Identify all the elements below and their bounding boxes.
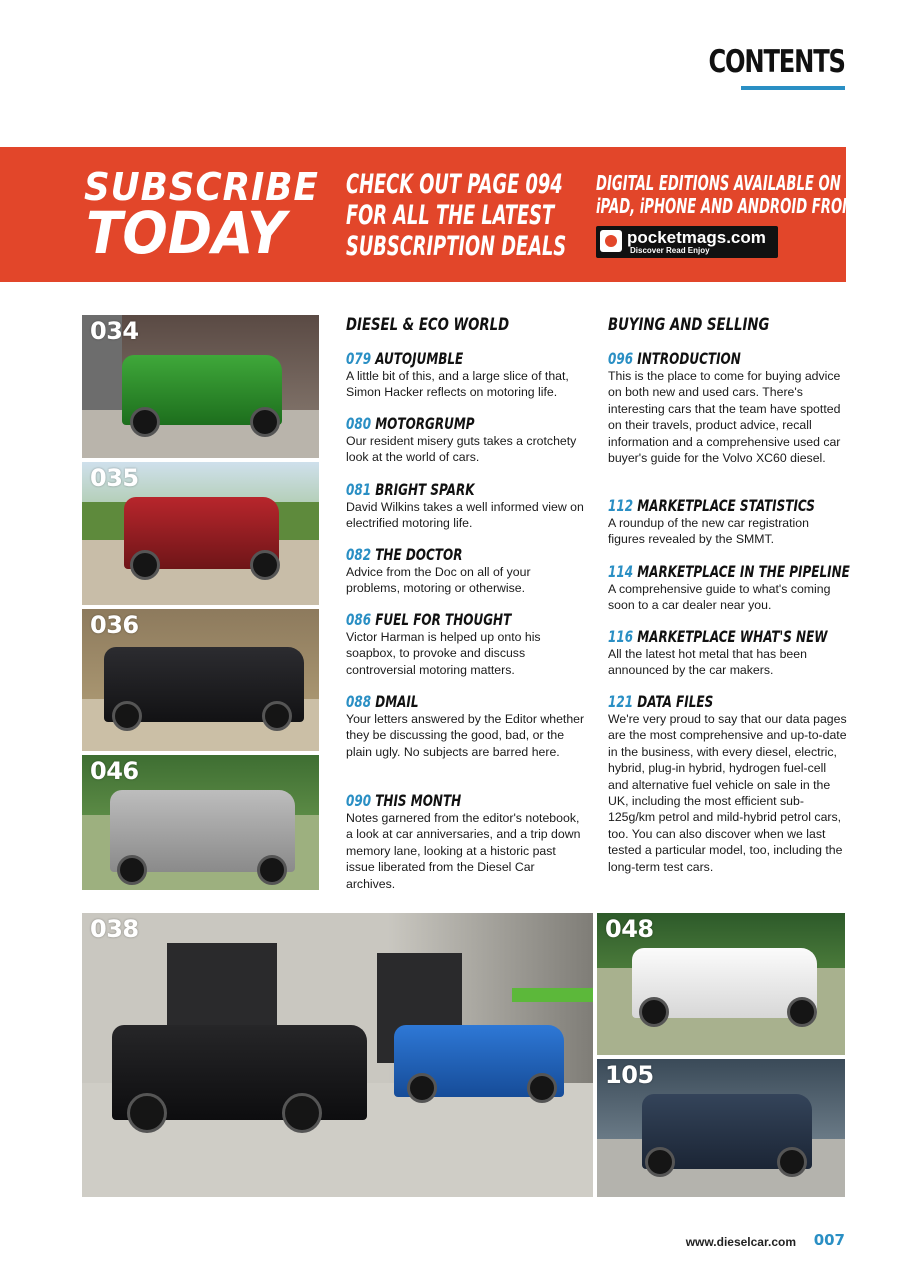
photo-blue-suv (597, 1059, 845, 1197)
page-number: 116 (608, 627, 634, 646)
toc-entry-data-files[interactable] (608, 692, 848, 875)
deal-text-line: SUBSCRIPTION DEALS (346, 231, 567, 262)
pocketmags-name: pocketmags.com (627, 228, 766, 247)
toc-entry-the-doctor[interactable] (346, 545, 586, 597)
toc-entry-marketplace-statistics[interactable] (608, 496, 884, 548)
entry-title: MARKETPLACE STATISTICS (637, 496, 815, 515)
subscribe-heading: SUBSCRIBE (84, 165, 319, 209)
page-number: 096 (608, 349, 634, 368)
page-number: 112 (608, 496, 634, 515)
toc-entry-fuel-for-thought[interactable] (346, 610, 586, 678)
page-number: 088 (346, 692, 372, 711)
entry-description: All the latest hot metal that has been announced by the car makers. (608, 647, 807, 678)
page-title: CONTENTS (708, 44, 845, 80)
toc-entry-introduction[interactable] (608, 349, 848, 466)
deal-text-line: FOR ALL THE LATEST (346, 200, 555, 231)
toc-entry-marketplace-whats-new[interactable] (608, 627, 901, 679)
photo-white-saloon (597, 913, 845, 1055)
photo-silver-van (82, 755, 319, 890)
subscribe-banner[interactable] (0, 147, 856, 282)
photo-green-hatchback (82, 315, 319, 458)
photo-black-pickup (82, 609, 319, 751)
pocketmags-logo-icon (600, 230, 622, 252)
today-heading: TODAY (86, 199, 286, 267)
page-number: 086 (346, 610, 372, 629)
photo-pickups-warehouse (82, 913, 593, 1197)
page-number-footer: 007 (813, 1231, 845, 1249)
entry-title: THIS MONTH (375, 791, 462, 810)
toc-entry-dmail[interactable] (346, 692, 586, 760)
photo-page-number: 038 (90, 915, 139, 943)
toc-entry-motorgrump[interactable] (346, 414, 586, 466)
entry-title: AUTOJUMBLE (375, 349, 464, 368)
toc-entry-bright-spark[interactable] (346, 480, 586, 532)
entry-title: MARKETPLACE WHAT'S NEW (637, 627, 828, 646)
page-number: 090 (346, 791, 372, 810)
entry-description: A little bit of this, and a large slice of that, Simon Hacker reflects on motoring life. (346, 369, 569, 400)
entry-title: THE DOCTOR (375, 545, 463, 564)
digital-text-line: DIGITAL EDITIONS AVAILABLE ON (596, 171, 841, 195)
pocketmags-badge[interactable] (596, 226, 778, 258)
toc-entry-this-month[interactable] (346, 791, 586, 892)
page-number: 121 (608, 692, 634, 711)
photo-page-number: 046 (90, 757, 139, 785)
deal-text-line: CHECK OUT PAGE 094 (346, 169, 563, 200)
entry-description: This is the place to come for buying advice on both new and used cars. There's interesting cars that the team have spotted on their travels, product advice, recall information and a comprehensive used car buyer's guide for the Volvo XC60 diesel. (608, 369, 841, 466)
digital-text-line: iPAD, iPHONE AND ANDROID FROM (596, 194, 856, 218)
photo-page-number: 105 (605, 1061, 654, 1089)
entry-title: MARKETPLACE IN THE PIPELINE (637, 562, 850, 581)
entry-description: Our resident misery guts takes a crotchety look at the world of cars. (346, 434, 577, 465)
entry-title: INTRODUCTION (637, 349, 741, 368)
photo-page-number: 035 (90, 464, 139, 492)
entry-title: MOTORGRUMP (375, 414, 475, 433)
entry-description: Notes garnered from the editor's notebook, a look at car anniversaries, and a trip down memory lane, looking at a historic past issue liberated from the Diesel Car archives. (346, 811, 581, 891)
entry-description: Your letters answered by the Editor whether they be discussing the good, bad, or the plain ugly. No subjects are barred here. (346, 712, 585, 759)
section-heading-buying-selling: BUYING AND SELLING (608, 315, 770, 335)
entry-description: Victor Harman is helped up onto his soapbox, to provoke and discuss controversial motoring matters. (346, 630, 541, 677)
photo-page-number: 034 (90, 317, 139, 345)
entry-title: FUEL FOR THOUGHT (375, 610, 512, 629)
pocketmags-tagline: Discover Read Enjoy (630, 246, 710, 255)
entry-description: Advice from the Doc on all of your problems, motoring or otherwise. (346, 565, 531, 596)
title-underline (741, 86, 845, 90)
toc-entry-autojumble[interactable] (346, 349, 586, 401)
entry-title: BRIGHT SPARK (375, 480, 475, 499)
section-heading-diesel-eco: DIESEL & ECO WORLD (346, 315, 510, 335)
page-number: 079 (346, 349, 372, 368)
photo-red-suv (82, 462, 319, 605)
page-number: 082 (346, 545, 372, 564)
entry-title: DMAIL (375, 692, 419, 711)
entry-description: We're very proud to say that our data pages are the most comprehensive and up-to-date in the business, with every diesel, electric, hybrid, plug-in hybrid, hydrogen fuel-cell and alternative fuel vehicle on sale in the UK, including the most efficient sub-125g/km petrol and mild-hybrid petrol cars, too. You can also discover when we last tested a particular model, too, including the long-term test cars. (608, 712, 847, 874)
entry-description: David Wilkins takes a well informed view on electrified motoring life. (346, 500, 584, 531)
page-number: 080 (346, 414, 372, 433)
photo-page-number: 048 (605, 915, 654, 943)
page-number: 114 (608, 562, 634, 581)
page-number: 081 (346, 480, 372, 499)
entry-description: A comprehensive guide to what's coming soon to a car dealer near you. (608, 582, 831, 613)
toc-entry-marketplace-pipeline[interactable] (608, 562, 906, 614)
website-link[interactable]: www.dieselcar.com (685, 1235, 796, 1249)
entry-description: A roundup of the new car registration figures revealed by the SMMT. (608, 516, 809, 547)
entry-title: DATA FILES (637, 692, 714, 711)
photo-page-number: 036 (90, 611, 139, 639)
